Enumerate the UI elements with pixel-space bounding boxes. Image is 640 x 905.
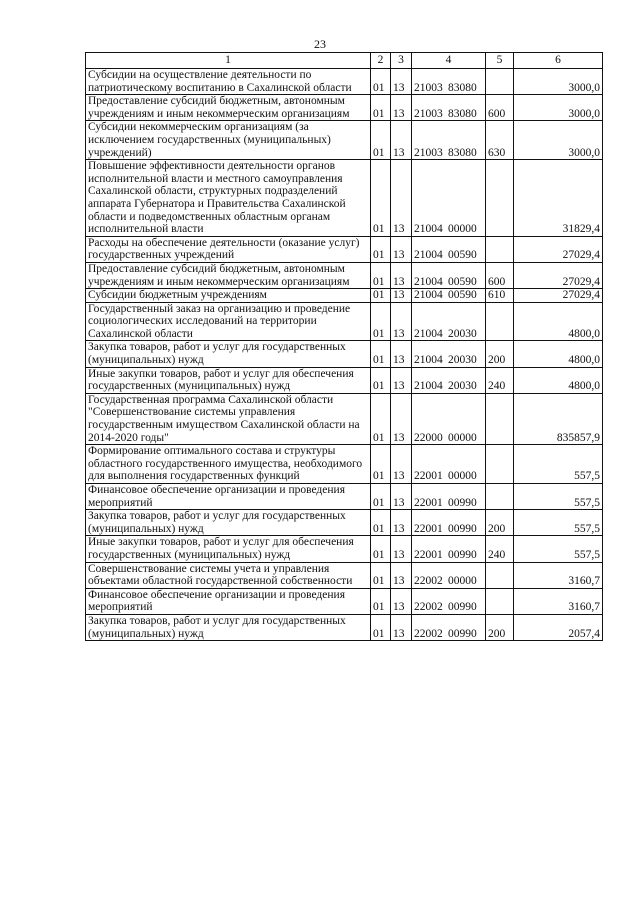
row-target-code-program: 21004: [414, 327, 443, 340]
row-expense-type: 200: [486, 510, 514, 536]
row-target-code-program: 22002: [414, 601, 443, 614]
row-target-code-program: 21004: [414, 354, 443, 367]
row-section: 01: [371, 262, 391, 288]
row-name: Иные закупки товаров, работ и услуг для обеспечения государственных (муниципальных) нужд: [86, 367, 371, 393]
row-amount: 4800,0: [514, 302, 603, 341]
table-row: [86, 341, 603, 367]
row-target-code: [412, 393, 486, 444]
table-row: [86, 510, 603, 536]
row-target-code-program: 22001: [414, 522, 443, 535]
table-row: [86, 262, 603, 288]
table-row: [86, 614, 603, 640]
row-target-code: [412, 160, 486, 237]
row-name: Финансовое обеспечение организации и проведения мероприятий: [86, 588, 371, 614]
row-subsection: 13: [391, 160, 412, 237]
row-subsection: 13: [391, 510, 412, 536]
row-expense-type: 200: [486, 614, 514, 640]
table-row: [86, 302, 603, 341]
row-name: Субсидии на осуществление деятельности по патриотическому воспитанию в Сахалинской области: [86, 69, 371, 95]
table-row: [86, 588, 603, 614]
row-amount: 27029,4: [514, 262, 603, 288]
row-section: 01: [371, 302, 391, 341]
row-target-code-direction: 00990: [448, 496, 477, 509]
page-number: 23: [314, 37, 326, 51]
row-amount: 835857,9: [514, 393, 603, 444]
row-target-code-direction: 00990: [448, 522, 477, 535]
row-target-code: [412, 236, 486, 262]
row-target-code-direction: 00990: [448, 627, 477, 640]
header-col-4: 4: [412, 53, 486, 69]
table-row: [86, 536, 603, 562]
row-expense-type: [486, 445, 514, 484]
row-name: Повышение эффективности деятельности органов исполнительной власти и местного самоуправления Сахалинской области, структурных подразделений аппарата Губернатора и Правительства Сахалинской области и подведомственных областным органам исполнительной власти: [86, 160, 371, 237]
row-amount: 3160,7: [514, 562, 603, 588]
budget-table: [85, 52, 603, 641]
table-row: [86, 393, 603, 444]
row-name: Предоставление субсидий бюджетным, автономным учреждениям и иным некоммерческим организациям: [86, 95, 371, 121]
row-amount: 557,5: [514, 536, 603, 562]
row-amount: 3000,0: [514, 95, 603, 121]
row-section: 01: [371, 367, 391, 393]
row-name: Государственный заказ на организацию и проведение социологических исследований на территории Сахалинской области: [86, 302, 371, 341]
table-row: [86, 95, 603, 121]
row-target-code: [412, 69, 486, 95]
row-amount: 3160,7: [514, 588, 603, 614]
table-header-row: [86, 53, 603, 69]
row-target-code-program: 22001: [414, 470, 443, 483]
row-section: 01: [371, 160, 391, 237]
row-target-code: [412, 536, 486, 562]
row-subsection: 13: [391, 393, 412, 444]
row-target-code-program: 21003: [414, 146, 443, 159]
row-expense-type: 240: [486, 536, 514, 562]
row-section: 01: [371, 289, 391, 303]
row-target-code-program: 22001: [414, 496, 443, 509]
row-subsection: 13: [391, 445, 412, 484]
row-target-code-direction: 20030: [448, 380, 477, 393]
row-target-code-direction: 83080: [448, 146, 477, 159]
row-amount: 31829,4: [514, 160, 603, 237]
row-subsection: 13: [391, 289, 412, 303]
row-section: 01: [371, 484, 391, 510]
row-target-code-direction: 83080: [448, 81, 477, 94]
row-name: Закупка товаров, работ и услуг для государственных (муниципальных) нужд: [86, 614, 371, 640]
row-target-code-program: 21004: [414, 380, 443, 393]
row-target-code: [412, 341, 486, 367]
row-expense-type: [486, 236, 514, 262]
row-section: 01: [371, 341, 391, 367]
row-name: Расходы на обеспечение деятельности (оказание услуг) государственных учреждений: [86, 236, 371, 262]
row-target-code: [412, 289, 486, 303]
row-target-code: [412, 484, 486, 510]
row-expense-type: 200: [486, 341, 514, 367]
row-amount: 2057,4: [514, 614, 603, 640]
row-section: 01: [371, 236, 391, 262]
row-target-code-program: 22002: [414, 575, 443, 588]
row-expense-type: [486, 302, 514, 341]
row-amount: 4800,0: [514, 341, 603, 367]
row-target-code-program: 21004: [414, 275, 443, 288]
row-target-code-direction: 83080: [448, 107, 477, 120]
row-section: 01: [371, 536, 391, 562]
row-subsection: 13: [391, 341, 412, 367]
row-target-code-direction: 00990: [448, 548, 477, 561]
row-target-code-direction: 00000: [448, 223, 477, 236]
row-target-code-direction: 00000: [448, 470, 477, 483]
row-subsection: 13: [391, 121, 412, 160]
row-expense-type: 600: [486, 95, 514, 121]
row-target-code-program: 22001: [414, 548, 443, 561]
row-amount: 557,5: [514, 445, 603, 484]
row-section: 01: [371, 614, 391, 640]
table-row: [86, 484, 603, 510]
row-subsection: 13: [391, 262, 412, 288]
row-name: Закупка товаров, работ и услуг для государственных (муниципальных) нужд: [86, 341, 371, 367]
row-target-code-direction: 00590: [448, 249, 477, 262]
row-subsection: 13: [391, 536, 412, 562]
row-expense-type: [486, 160, 514, 237]
row-target-code-direction: 20030: [448, 327, 477, 340]
row-expense-type: 600: [486, 262, 514, 288]
row-target-code-program: 21004: [414, 289, 443, 302]
row-name: Формирование оптимального состава и структуры областного государственного имущества, необходимого для выполнения государственных функций: [86, 445, 371, 484]
row-subsection: 13: [391, 302, 412, 341]
row-name: Закупка товаров, работ и услуг для государственных (муниципальных) нужд: [86, 510, 371, 536]
table-row: [86, 121, 603, 160]
row-name: Предоставление субсидий бюджетным, автономным учреждениям и иным некоммерческим организациям: [86, 262, 371, 288]
row-target-code-program: 22000: [414, 431, 443, 444]
row-amount: 3000,0: [514, 69, 603, 95]
row-target-code: [412, 510, 486, 536]
header-col-2: 2: [371, 53, 391, 69]
table-row: [86, 367, 603, 393]
row-section: 01: [371, 510, 391, 536]
row-name: Иные закупки товаров, работ и услуг для обеспечения государственных (муниципальных) нужд: [86, 536, 371, 562]
row-target-code-program: 22002: [414, 627, 443, 640]
row-target-code-direction: 00590: [448, 289, 477, 302]
row-target-code: [412, 614, 486, 640]
row-expense-type: 610: [486, 289, 514, 303]
row-target-code-direction: 00990: [448, 601, 477, 614]
row-expense-type: [486, 588, 514, 614]
row-expense-type: [486, 562, 514, 588]
row-amount: 557,5: [514, 484, 603, 510]
row-subsection: 13: [391, 367, 412, 393]
row-target-code: [412, 445, 486, 484]
table-row: [86, 160, 603, 237]
row-expense-type: [486, 484, 514, 510]
row-expense-type: 240: [486, 367, 514, 393]
row-expense-type: 630: [486, 121, 514, 160]
header-col-1: 1: [86, 53, 371, 69]
table-row: [86, 445, 603, 484]
row-section: 01: [371, 95, 391, 121]
row-target-code-direction: 20030: [448, 354, 477, 367]
row-target-code-direction: 00000: [448, 431, 477, 444]
row-target-code: [412, 262, 486, 288]
table-row: [86, 562, 603, 588]
row-target-code-program: 21004: [414, 249, 443, 262]
row-amount: 557,5: [514, 510, 603, 536]
row-target-code-program: 21003: [414, 81, 443, 94]
row-subsection: 13: [391, 562, 412, 588]
row-name: Субсидии некоммерческим организациям (за исключением государственных (муниципальных) учреждений): [86, 121, 371, 160]
row-subsection: 13: [391, 614, 412, 640]
row-target-code: [412, 562, 486, 588]
header-col-3: 3: [391, 53, 412, 69]
table-row: [86, 69, 603, 95]
row-subsection: 13: [391, 588, 412, 614]
row-name: Совершенствование системы учета и управления объектами областной государственной собственности: [86, 562, 371, 588]
row-target-code-direction: 00590: [448, 275, 477, 288]
row-section: 01: [371, 562, 391, 588]
row-target-code-direction: 00000: [448, 575, 477, 588]
header-col-5: 5: [486, 53, 514, 69]
row-subsection: 13: [391, 95, 412, 121]
row-target-code: [412, 95, 486, 121]
row-target-code-program: 21004: [414, 223, 443, 236]
row-expense-type: [486, 393, 514, 444]
row-target-code: [412, 588, 486, 614]
row-amount: 27029,4: [514, 289, 603, 303]
row-name: Государственная программа Сахалинской области "Совершенствование системы управления государственным имуществом Сахалинской области на 2014-2020 годы": [86, 393, 371, 444]
header-col-6: 6: [514, 53, 603, 69]
row-target-code-program: 21003: [414, 107, 443, 120]
row-amount: 3000,0: [514, 121, 603, 160]
row-section: 01: [371, 393, 391, 444]
row-section: 01: [371, 588, 391, 614]
row-section: 01: [371, 445, 391, 484]
row-target-code: [412, 367, 486, 393]
row-amount: 4800,0: [514, 367, 603, 393]
row-section: 01: [371, 121, 391, 160]
row-target-code: [412, 121, 486, 160]
row-subsection: 13: [391, 236, 412, 262]
row-subsection: 13: [391, 69, 412, 95]
row-name: Финансовое обеспечение организации и проведения мероприятий: [86, 484, 371, 510]
row-target-code: [412, 302, 486, 341]
table-row: [86, 236, 603, 262]
row-name: Субсидии бюджетным учреждениям: [86, 289, 371, 303]
row-expense-type: [486, 69, 514, 95]
row-section: 01: [371, 69, 391, 95]
table-row: [86, 289, 603, 303]
row-subsection: 13: [391, 484, 412, 510]
row-amount: 27029,4: [514, 236, 603, 262]
